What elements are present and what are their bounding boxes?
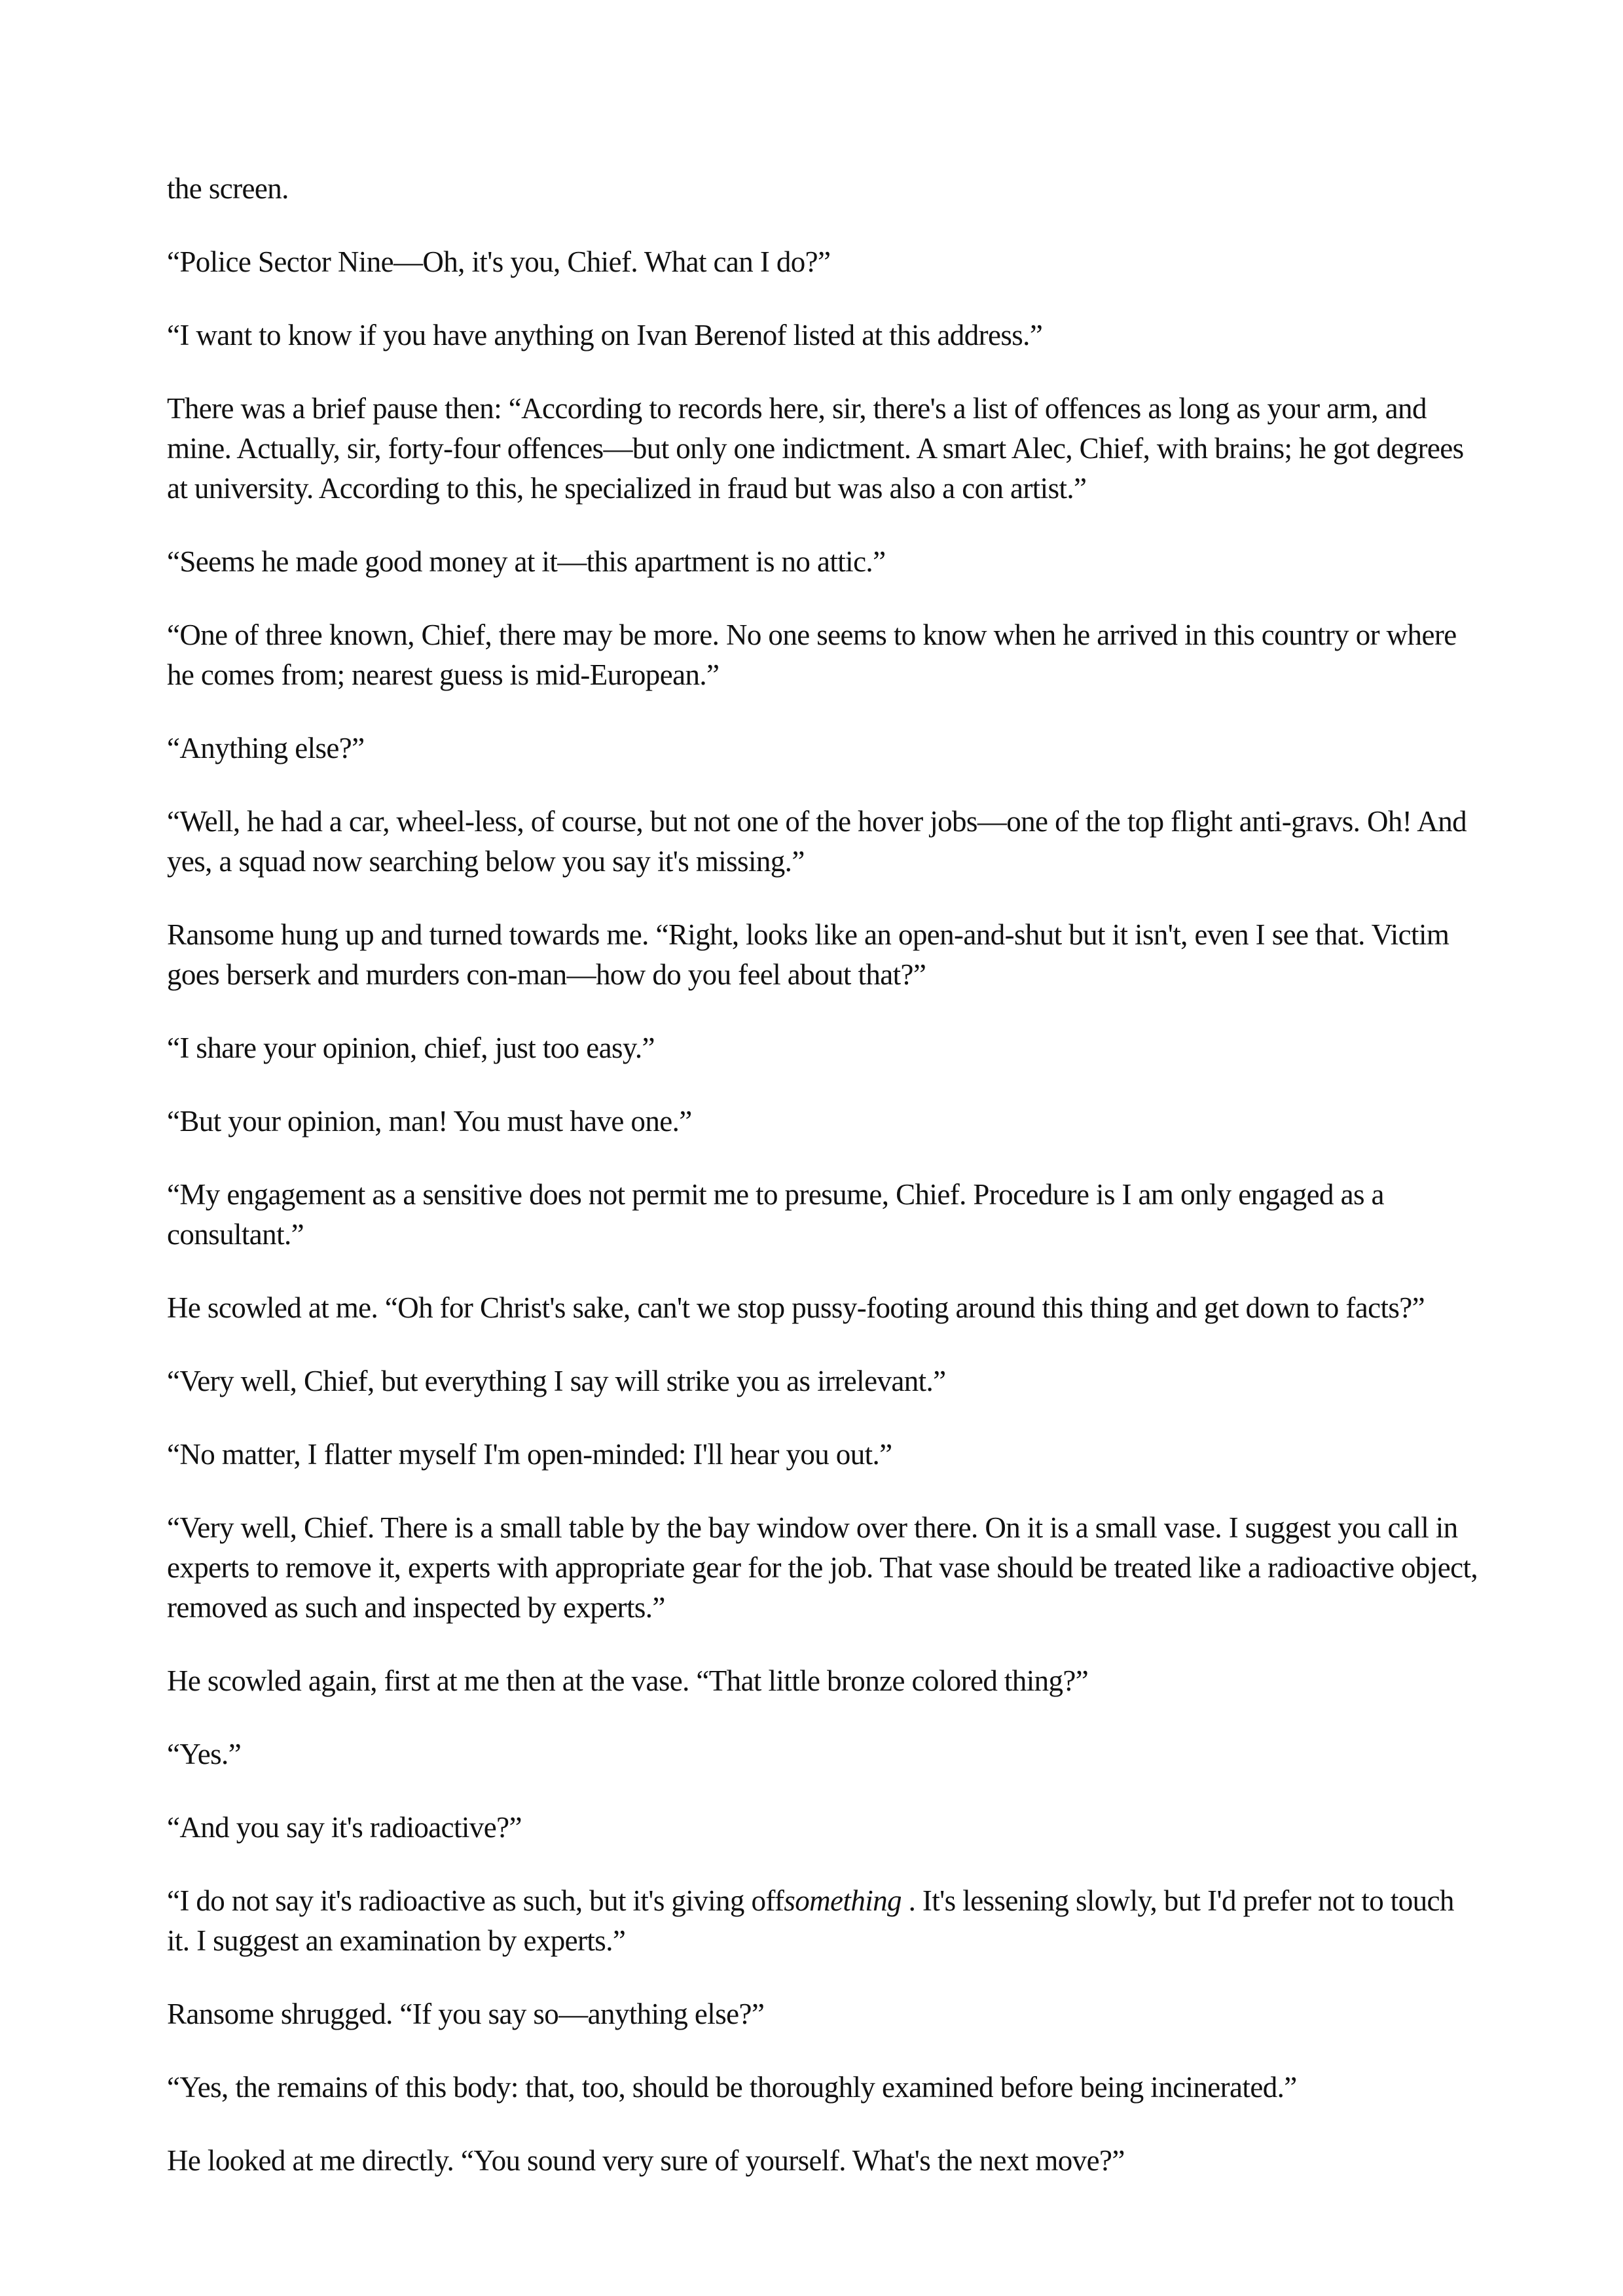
- paragraph: “Anything else?”: [167, 732, 365, 764]
- paragraph: “Well, he had a car, wheel-less, of course, but not one of the hover jobs—one of the top flight anti-gravs. Oh! And yes, a squad now searching below you say it's missing.”: [167, 805, 1467, 878]
- document-page: [167, 169, 1480, 2214]
- paragraph: “Very well, Chief. There is a small table by the bay window over there. On it is a small vase. I suggest you call in experts to remove it, experts with appropriate gear for the job. That vase should be treated like a radioactive object, removed as such and inspected by experts.”: [167, 1511, 1478, 1624]
- paragraph: Ransome hung up and turned towards me. “Right, looks like an open-and-shut but it isn't, even I see that. Victim goes berserk and murders con-man—how do you feel about that?”: [167, 918, 1450, 991]
- paragraph-with-emphasis: [167, 1881, 1480, 1961]
- paragraph: “And you say it's radioactive?”: [167, 1811, 522, 1844]
- paragraph: There was a brief pause then: “According to records here, sir, there's a list of offences as long as your arm, and mine. Actually, sir, forty-four offences—but only one indictment. A smart Alec, Chief, with brains; he got degrees at university. According to this, he specialized in fraud but was also a con artist.”: [167, 392, 1464, 505]
- paragraph: “Police Sector Nine—Oh, it's you, Chief. What can I do?”: [167, 245, 831, 278]
- paragraph: “Seems he made good money at it—this apartment is no attic.”: [167, 545, 886, 578]
- paragraph: “I share your opinion, chief, just too easy.”: [167, 1031, 655, 1064]
- paragraph: He scowled again, first at me then at the vase. “That little bronze colored thing?”: [167, 1664, 1089, 1697]
- paragraph: “One of three known, Chief, there may be more. No one seems to know when he arrived in this country or where he comes from; nearest guess is mid-European.”: [167, 619, 1457, 691]
- paragraph: “But your opinion, man! You must have one.”: [167, 1105, 692, 1138]
- paragraph: “Very well, Chief, but everything I say will strike you as irrelevant.”: [167, 1365, 946, 1397]
- paragraph: He looked at me directly. “You sound very sure of yourself. What's the next move?”: [167, 2144, 1125, 2177]
- paragraph: “Yes, the remains of this body: that, too, should be thoroughly examined before being incinerated.”: [167, 2071, 1297, 2104]
- paragraph: He scowled at me. “Oh for Christ's sake, can't we stop pussy-footing around this thing and get down to facts?”: [167, 1291, 1425, 1324]
- paragraph: “I want to know if you have anything on Ivan Berenof listed at this address.”: [167, 319, 1043, 351]
- paragraph: “Yes.”: [167, 1738, 242, 1770]
- paragraph: “No matter, I flatter myself I'm open-minded: I'll hear you out.”: [167, 1438, 892, 1471]
- paragraph: the screen.: [167, 172, 289, 205]
- paragraph-text-before: “I do not say it's radioactive as such, but it's giving off: [167, 1884, 784, 1917]
- emphasized-word: something: [784, 1884, 902, 1917]
- paragraph-text-after: . It's lessening slowly, but I'd prefer not to touch it. I suggest an examination by experts.”: [167, 1884, 1454, 1957]
- paragraph: “My engagement as a sensitive does not permit me to presume, Chief. Procedure is I am only engaged as a consultant.”: [167, 1178, 1384, 1251]
- paragraph: Ransome shrugged. “If you say so—anything else?”: [167, 1998, 765, 2030]
